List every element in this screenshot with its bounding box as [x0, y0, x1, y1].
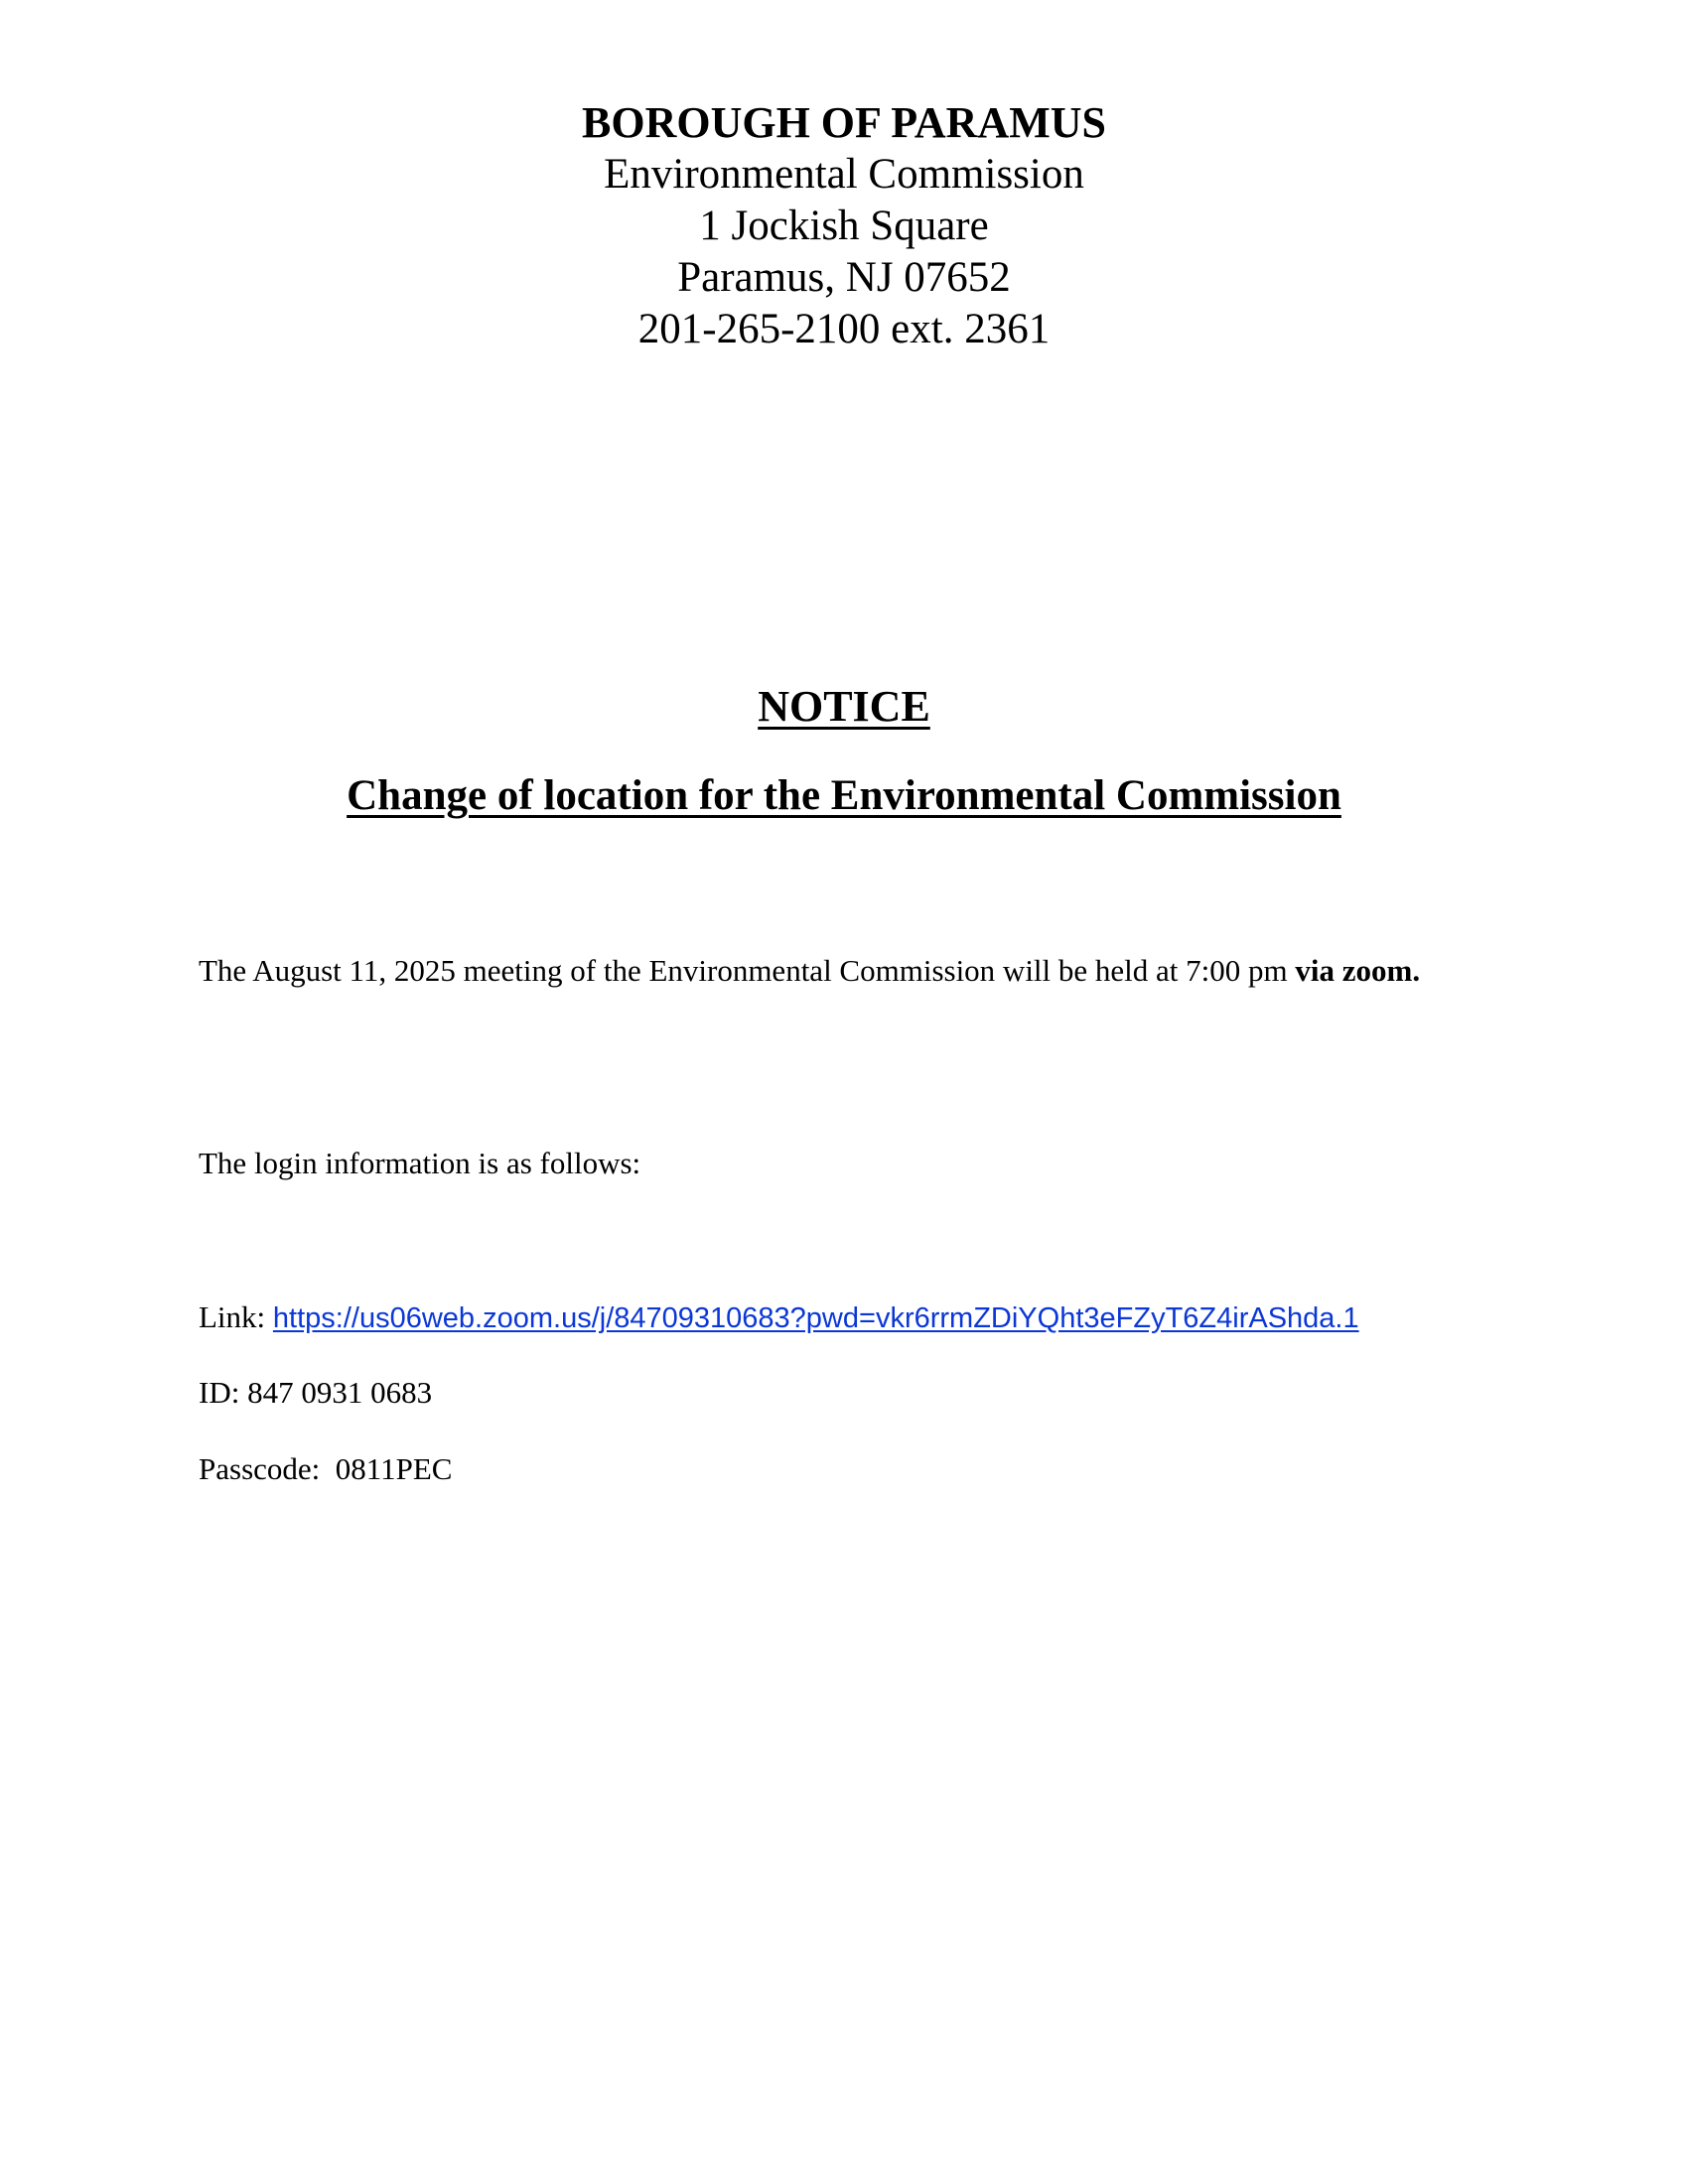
- link-label: Link:: [199, 1299, 273, 1334]
- meeting-emphasis: via zoom.: [1295, 953, 1421, 988]
- notice-title: NOTICE: [758, 682, 930, 731]
- letterhead: [0, 97, 1688, 355]
- passcode-value: 0811PEC: [335, 1451, 453, 1486]
- passcode-label: Passcode:: [199, 1451, 336, 1486]
- city-state-zip: Paramus, NJ 07652: [677, 254, 1011, 301]
- zoom-meeting-link[interactable]: https://us06web.zoom.us/j/84709310683?pwd=vkr6rrmZDiYQht3eFZyT6Z4irAShda.1: [272, 1302, 1359, 1334]
- meeting-paragraph: [199, 951, 1489, 991]
- link-line: [199, 1297, 1489, 1338]
- organization-name: BOROUGH OF PARAMUS: [582, 98, 1106, 147]
- phone-number: 201-265-2100 ext. 2361: [637, 306, 1051, 352]
- login-intro: The login information is as follows:: [199, 1146, 641, 1180]
- notice-subtitle: Change of location for the Environmental Commission: [347, 772, 1341, 819]
- meeting-id-label: ID:: [199, 1375, 248, 1410]
- department-name: Environmental Commission: [604, 151, 1084, 198]
- street-address: 1 Jockish Square: [699, 203, 989, 249]
- meeting-id-line: [199, 1373, 1489, 1413]
- meeting-id-value: 847 0931 0683: [247, 1375, 433, 1410]
- passcode-line: [199, 1449, 1489, 1489]
- meeting-text: The August 11, 2025 meeting of the Environmental Commission will be held at 7:00 pm: [199, 953, 1296, 988]
